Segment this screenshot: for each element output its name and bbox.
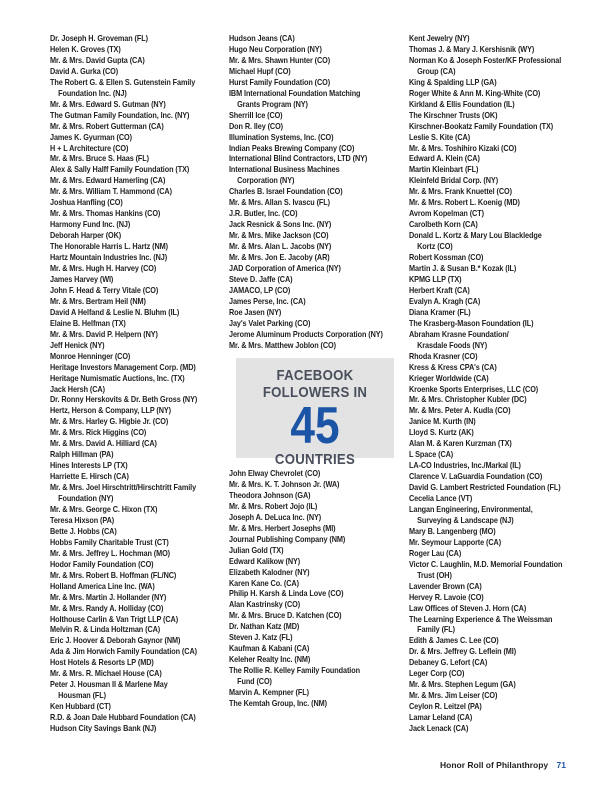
donor-entry: Harmony Fund Inc. (NJ) [50, 220, 131, 230]
donor-entry: Avrom Kopelman (CT) [409, 209, 484, 219]
donor-entry: H + L Architecture (CO) [50, 143, 129, 153]
donor-entry: Debaney G. Lefort (CA) [409, 658, 488, 668]
donor-entry: Martin Kleinbart (FL) [409, 165, 479, 175]
donor-entry: Melvin R. & Linda Holtzman (CA) [50, 625, 161, 635]
donor-entry: Hervey R. Lavoie (CO) [409, 592, 484, 602]
donor-entry: Mr. & Mrs. Jim Leiser (CO) [409, 691, 498, 701]
donor-entry: Dr. & Mrs. Jeffrey G. Leflein (MI) [409, 647, 517, 657]
donor-entry: Fund (CO) [237, 677, 272, 687]
donor-entry: JAD Corporation of America (NY) [229, 264, 341, 274]
donor-entry: The Krasberg-Mason Foundation (IL) [409, 318, 534, 328]
donor-entry: James Harvey (WI) [50, 274, 114, 284]
donor-entry: Hertz, Herson & Company, LLP (NY) [50, 406, 172, 416]
donor-entry: Mr. & Mrs. Bertram Heil (NM) [50, 296, 146, 306]
donor-entry: Mr. & Mrs. Edward S. Gutman (NY) [50, 99, 166, 109]
donor-entry: Mr. & Mrs. Christopher Kubler (DC) [409, 395, 527, 405]
donor-entry: King & Spalding LLP (GA) [409, 77, 497, 87]
donor-entry: Hugo Neu Corporation (NY) [229, 44, 322, 54]
donor-entry: Jack Resnick & Sons Inc. (NY) [229, 220, 332, 230]
callout-line-1: FACEBOOK [276, 367, 354, 384]
donor-entry: Martin J. & Susan B.* Kozak (IL) [409, 264, 517, 274]
donor-entry: Theodora Johnson (GA) [229, 490, 311, 500]
donor-entry: Mr. & Mrs. Peter A. Kudla (CO) [409, 406, 511, 416]
donor-entry: R.D. & Joan Dale Hubbard Foundation (CA) [50, 713, 196, 723]
donor-entry: Jerome Aluminum Products Corporation (NY) [229, 329, 383, 339]
donor-entry: Michael Hupf (CO) [229, 66, 291, 76]
donor-entry: Norman Ko & Joseph Foster/KF Professional [409, 55, 562, 65]
donor-entry: International Business Machines [229, 165, 340, 175]
donor-entry: Don R. Iley (CO) [229, 121, 284, 131]
donor-entry: Housman (FL) [58, 691, 106, 701]
donor-entry: LA-CO Industries, Inc./Markal (IL) [409, 461, 521, 471]
donor-entry: Mr. & Mrs. Toshihiro Kizaki (CO) [409, 143, 517, 153]
donor-entry: Grants Program (NY) [237, 99, 308, 109]
donor-entry: Roe Jasen (NY) [229, 307, 282, 317]
donor-column-2 [229, 34, 399, 352]
donor-entry: Trust (OH) [417, 570, 452, 580]
donor-entry: Deborah Harper (OK) [50, 231, 122, 241]
donor-entry: Clarence V. LaGuardia Foundation (CO) [409, 472, 543, 482]
donor-entry: Mr. & Mrs. Alan L. Jacobs (NY) [229, 242, 332, 252]
donor-entry: Steve D. Jaffe (CA) [229, 274, 293, 284]
donor-entry: Hudson City Savings Bank (NJ) [50, 724, 157, 734]
donor-entry: Mr. & Mrs. Robert L. Koenig (MD) [409, 198, 520, 208]
donor-entry: Mr. & Mrs. Martin J. Hollander (NY) [50, 592, 167, 602]
footer-title: Honor Roll of Philanthropy [440, 760, 549, 770]
donor-entry: Mr. Seymour Lapporte (CA) [409, 537, 502, 547]
donor-entry: Thomas J. & Mary J. Kershisnik (WY) [409, 44, 535, 54]
donor-entry: Mary B. Langenberg (MO) [409, 526, 496, 536]
donor-entry: Donald L. Kortz & Mary Lou Blackledge [409, 231, 542, 241]
donor-entry: Kaufman & Kabani (CA) [229, 644, 310, 654]
donor-entry: David A. Gurka (CO) [50, 66, 119, 76]
donor-entry: Abraham Krasne Foundation/ [409, 329, 509, 339]
donor-entry: Roger White & Ann M. King-White (CO) [409, 88, 541, 98]
donor-entry: Hines Interests LP (TX) [50, 461, 128, 471]
donor-entry: JAMACO, LP (CO) [229, 285, 291, 295]
donor-entry: Ada & Jim Horwich Family Foundation (CA) [50, 647, 197, 657]
donor-entry: Mr. & Mrs. Frank Knuettel (CO) [409, 187, 512, 197]
donor-entry: Mr. & Mrs. Robert Gutterman (CA) [50, 121, 164, 131]
donor-entry: Ken Hubbard (CT) [50, 702, 111, 712]
donor-column-1 [50, 34, 222, 735]
donor-entry: Edward A. Klein (CA) [409, 154, 480, 164]
donor-entry: Teresa Hixson (PA) [50, 515, 115, 525]
donor-entry: Carolbeth Korn (CA) [409, 220, 478, 230]
donor-entry: Jay's Valet Parking (CO) [229, 318, 311, 328]
donor-entry: Harriette E. Hirsch (CA) [50, 472, 129, 482]
donor-entry: Eric J. Hoover & Deborah Gaynor (NM) [50, 636, 181, 646]
donor-entry: Mr. & Mrs. Mike Jackson (CO) [229, 231, 329, 241]
donor-entry: Holland America Line Inc. (WA) [50, 581, 155, 591]
donor-entry: Group (CA) [417, 66, 456, 76]
donor-entry: Host Hotels & Resorts LP (MD) [50, 658, 154, 668]
donor-entry: Mr. & Mrs. Robert B. Hoffman (FL/NC) [50, 570, 177, 580]
donor-entry: Mr. & Mrs. William T. Hammond (CA) [50, 187, 172, 197]
callout-line-3: COUNTRIES [274, 451, 356, 468]
donor-entry: Kress & Kress CPA's (CA) [409, 362, 497, 372]
donor-entry: Kroenke Sports Enterprises, LLC (CO) [409, 384, 539, 394]
donor-entry: Mr. & Mrs. Shawn Hunter (CO) [229, 55, 331, 65]
donor-entry: J.R. Butler, Inc. (CO) [229, 209, 298, 219]
donor-entry: The Kemtah Group, Inc. (NM) [229, 699, 327, 709]
donor-entry: Mr. & Mrs. Jeffrey L. Hochman (MO) [50, 548, 170, 558]
donor-entry: Law Offices of Steven J. Horn (CA) [409, 603, 527, 613]
donor-entry: Jeff Henick (NY) [50, 340, 105, 350]
donor-entry: Helen K. Groves (TX) [50, 44, 121, 54]
donor-entry: Mr. & Mrs. David A. Hilliard (CA) [50, 439, 157, 449]
donor-entry: Victor C. Laughlin, M.D. Memorial Foundation [409, 559, 563, 569]
donor-entry: Mr. & Mrs. Allan S. Ivascu (FL) [229, 198, 330, 208]
donor-entry: Hurst Family Foundation (CO) [229, 77, 331, 87]
donor-entry: Mr. & Mrs. Hugh H. Harvey (CO) [50, 264, 157, 274]
donor-entry: Mr. & Mrs. K. T. Johnson Jr. (WA) [229, 479, 340, 489]
donor-entry: Mr. & Mrs. Herbert Josephs (MI) [229, 523, 336, 533]
donor-entry: Indian Peaks Brewing Company (CO) [229, 143, 355, 153]
donor-entry: The Gutman Family Foundation, Inc. (NY) [50, 110, 190, 120]
donor-entry: Joseph A. DeLuca Inc. (NY) [229, 512, 322, 522]
donor-entry: Julian Gold (TX) [229, 545, 284, 555]
donor-entry: Heritage Investors Management Corp. (MD) [50, 362, 196, 372]
donor-entry: Mr. & Mrs. Joel Hirschtritt/Hirschtritt Family [50, 483, 197, 493]
donor-entry: Kent Jewelry (NY) [409, 34, 470, 43]
donor-entry: Hartz Mountain Industries Inc. (NJ) [50, 253, 168, 263]
donor-entry: The Kirschner Trusts (OK) [409, 110, 498, 120]
donor-entry: Alan Kastrinsky (CO) [229, 600, 301, 610]
donor-entry: Journal Publishing Company (NM) [229, 534, 346, 544]
donor-entry: Dr. Nathan Katz (MD) [229, 622, 300, 632]
donor-entry: Krasdale Foods (NY) [417, 340, 488, 350]
donor-entry: Roger Lau (CA) [409, 548, 462, 558]
donor-entry: Foundation (NY) [58, 494, 114, 504]
donor-entry: Kirschner-Bookatz Family Foundation (TX) [409, 121, 554, 131]
donor-entry: Jack Hersh (CA) [50, 384, 105, 394]
donor-entry: Edward Kalikow (NY) [229, 556, 301, 566]
donor-entry: Robert Kossman (CO) [409, 253, 484, 263]
donor-entry: David A Helfand & Leslie N. Bluhm (IL) [50, 307, 180, 317]
donor-entry: Keleher Realty Inc. (NM) [229, 655, 311, 665]
donor-entry: Mr. & Mrs. David P. Helpern (NY) [50, 329, 158, 339]
donor-entry: Langan Engineering, Environmental, [409, 504, 533, 514]
donor-entry: Charles B. Israel Foundation (CO) [229, 187, 343, 197]
donor-entry: Diana Kramer (FL) [409, 307, 471, 317]
callout-line-2: FOLLOWERS IN [262, 384, 368, 401]
donor-entry: Mr. & Mrs. Bruce D. Katchen (CO) [229, 611, 342, 621]
donor-entry: The Honorable Harris L. Hartz (NM) [50, 242, 168, 252]
donor-entry: Herbert Kraft (CA) [409, 285, 470, 295]
donor-entry: Alex & Sally Halff Family Foundation (TX) [50, 165, 190, 175]
callout-number: 45 [290, 397, 340, 455]
donor-entry: Heritage Numismatic Auctions, Inc. (TX) [50, 373, 185, 383]
donor-entry: Mr. & Mrs. George C. Hixon (TX) [50, 504, 158, 514]
donor-entry: Peter J. Housman II & Marlene May [50, 680, 168, 690]
donor-entry: Alan M. & Karen Kurzman (TX) [409, 439, 512, 449]
donor-entry: Kirkland & Ellis Foundation (IL) [409, 99, 515, 109]
donor-entry: Hobbs Family Charitable Trust (CT) [50, 537, 169, 547]
donor-entry: Illumination Systems, Inc. (CO) [229, 132, 334, 142]
page-number: 71 [556, 760, 566, 770]
donor-entry: Marvin A. Kempner (FL) [229, 688, 309, 698]
donor-entry: KPMG LLP (TX) [409, 274, 462, 284]
donor-entry: Krieger Worldwide (CA) [409, 373, 489, 383]
donor-column-3 [409, 34, 581, 735]
donor-entry: Mr. & Mrs. Jon E. Jacoby (AR) [229, 253, 330, 263]
donor-entry: Lamar Leland (CA) [409, 713, 473, 723]
donor-entry: Mr. & Mrs. Edward Hamerling (CA) [50, 176, 166, 186]
donor-entry: Foundation Inc. (NJ) [58, 88, 127, 98]
donor-entry: Joshua Hanfling (CO) [50, 198, 123, 208]
donor-entry: Lavender Brown (CA) [409, 581, 482, 591]
donor-entry: Surveying & Landscape (NJ) [417, 515, 514, 525]
donor-entry: Philip H. Karsh & Linda Love (CO) [229, 589, 344, 599]
donor-entry: Ceylon R. Leitzel (PA) [409, 702, 482, 712]
donor-entry: Dr. Joseph H. Groveman (FL) [50, 34, 148, 43]
donor-entry: Edith & James C. Lee (CO) [409, 636, 499, 646]
donor-entry: Mr. & Mrs. Rick Higgins (CO) [50, 428, 147, 438]
donor-entry: Lloyd S. Kurtz (AK) [409, 428, 474, 438]
donor-entry: Corporation (NY) [237, 176, 295, 186]
donor-entry: Hudson Jeans (CA) [229, 34, 295, 43]
donor-entry: Elizabeth Kalodner (NY) [229, 567, 310, 577]
donor-entry: Leslie S. Kite (CA) [409, 132, 471, 142]
donor-entry: Hodor Family Foundation (CO) [50, 559, 154, 569]
donor-entry: Bette J. Hobbs (CA) [50, 526, 117, 536]
donor-entry: Jack Lenack (CA) [409, 724, 469, 734]
donor-entry: John F. Head & Terry Vitale (CO) [50, 285, 159, 295]
donor-entry: Ralph Hillman (PA) [50, 450, 114, 460]
donor-entry: Mr. & Mrs. Harley G. Higbie Jr. (CO) [50, 417, 169, 427]
donor-entry: Elaine B. Helfman (TX) [50, 318, 126, 328]
donor-entry: L Space (CA) [409, 450, 454, 460]
donor-entry: Karen Kane Co. (CA) [229, 578, 299, 588]
donor-entry: James Perse, Inc. (CA) [229, 296, 306, 306]
donor-entry: Mr. & Mrs. R. Michael House (CA) [50, 669, 162, 679]
donor-entry: Kortz (CO) [417, 242, 453, 252]
donor-entry: Mr. & Mrs. Robert Jojo (IL) [229, 501, 318, 511]
facebook-followers-callout [236, 358, 394, 468]
donor-entry: Sherrill Ice (CO) [229, 110, 283, 120]
donor-entry: The Rollie R. Kelley Family Foundation [229, 666, 360, 676]
donor-entry: Evalyn A. Kragh (CA) [409, 296, 481, 306]
donor-entry: Leger Corp (CO) [409, 669, 465, 679]
donor-entry: The Learning Experience & The Weissman [409, 614, 553, 624]
donor-entry: Rhoda Krasner (CO) [409, 351, 478, 361]
donor-column-2-lower [229, 469, 399, 710]
donor-entry: Dr. Ronny Herskovits & Dr. Beth Gross (NY) [50, 395, 198, 405]
donor-entry: David G. Lambert Restricted Foundation (FL) [409, 483, 561, 493]
donor-entry: Kleinfeld Bridal Corp. (NY) [409, 176, 499, 186]
donor-entry: Mr. & Mrs. Randy A. Holliday (CO) [50, 603, 164, 613]
donor-entry: Mr. & Mrs. Bruce S. Haas (FL) [50, 154, 149, 164]
donor-entry: Steven J. Katz (FL) [229, 633, 293, 643]
donor-entry: Mr. & Mrs. Matthew Joblon (CO) [229, 340, 336, 350]
donor-entry: Cecelia Lance (VT) [409, 494, 473, 504]
donor-entry: The Robert G. & Ellen S. Gutenstein Family [50, 77, 196, 87]
donor-entry: Janice M. Kurth (IN) [409, 417, 476, 427]
donor-entry: International Blind Contractors, LTD (NY) [229, 154, 368, 164]
donor-entry: John Elway Chevrolet (CO) [229, 469, 321, 478]
donor-entry: Holthouse Carlin & Van Trigt LLP (CA) [50, 614, 179, 624]
page-footer [440, 760, 580, 770]
donor-entry: Mr. & Mrs. Thomas Hankins (CO) [50, 209, 161, 219]
donor-entry: James K. Gyurman (CO) [50, 132, 132, 142]
donor-entry: IBM International Foundation Matching [229, 88, 361, 98]
donor-entry: Mr. & Mrs. David Gupta (CA) [50, 55, 145, 65]
donor-entry: Mr. & Mrs. Stephen Legum (GA) [409, 680, 516, 690]
donor-entry: Monroe Henninger (CO) [50, 351, 131, 361]
donor-entry: Family (FL) [417, 625, 455, 635]
